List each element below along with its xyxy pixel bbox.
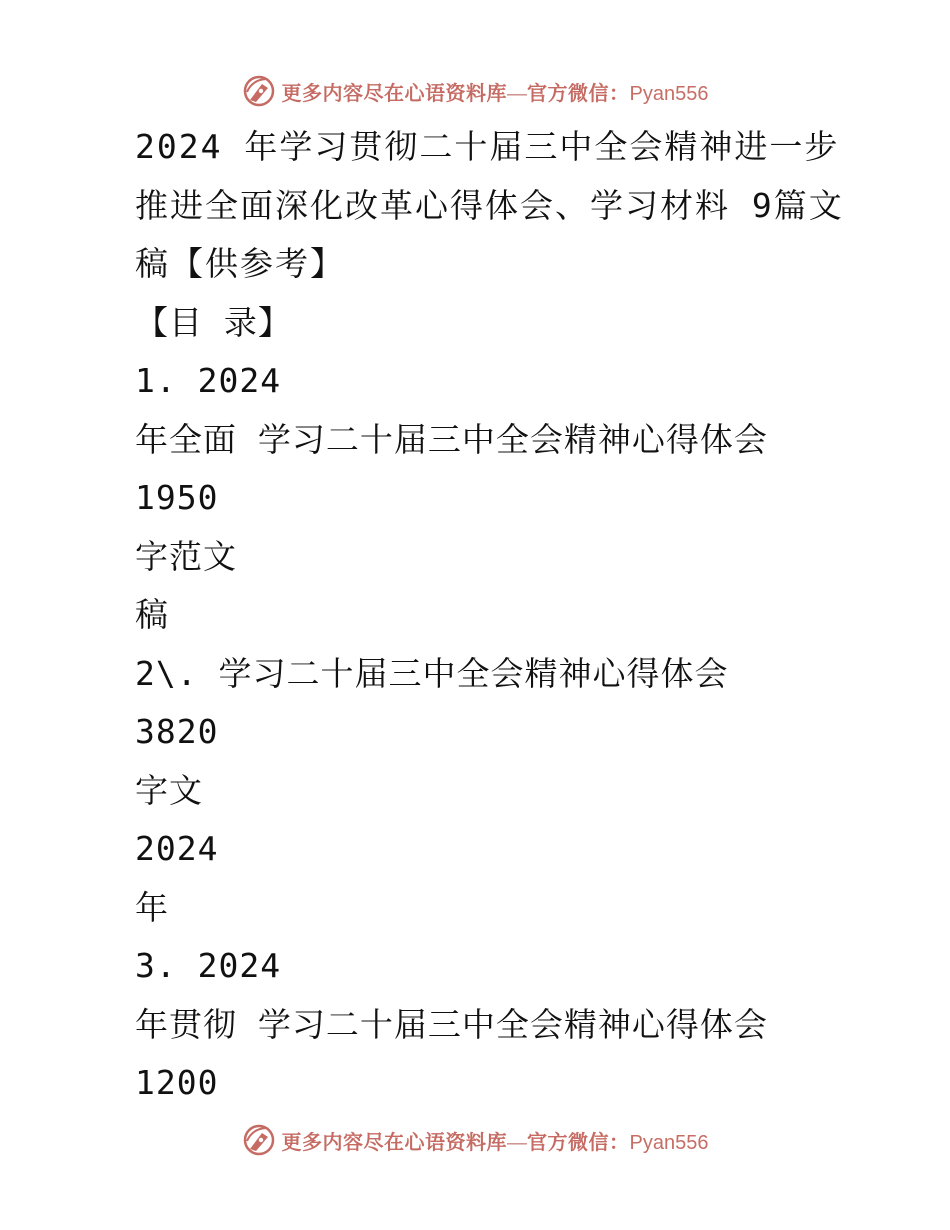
watermark-text <box>282 77 709 106</box>
toc-line: 1. 2024 <box>135 361 282 400</box>
toc-line: 字文 <box>135 770 203 810</box>
toc-line: 3. 2024 <box>135 946 282 985</box>
toc-line: 1200 <box>135 1063 219 1102</box>
toc-line: 1950 <box>135 478 219 517</box>
pen-nib-logo-icon <box>242 1123 276 1157</box>
toc-line: 字范文 <box>135 536 237 576</box>
title-line: 稿【供参考】 <box>135 244 345 283</box>
toc-heading: 【目 录】 <box>135 302 292 342</box>
table-of-contents <box>135 360 835 1121</box>
title-line: 推进全面深化改革心得体会、学习材料 9篇文 <box>135 185 844 225</box>
watermark-cn: 更多内容尽在心语资料库 <box>281 82 508 105</box>
watermark-dash: — <box>507 1131 528 1154</box>
watermark-wechat-id: Pyan556 <box>629 1131 709 1154</box>
document-title <box>135 126 844 302</box>
watermark-cn: 更多内容尽在心语资料库 <box>281 1131 508 1154</box>
watermark-text <box>282 1126 709 1155</box>
watermark-suffix: 官方微信： <box>527 1131 630 1154</box>
toc-line: 年贯彻 学习二十届三中全会精神心得体会 <box>135 1004 768 1044</box>
footer-watermark <box>0 1117 950 1163</box>
watermark-suffix: 官方微信： <box>527 82 630 105</box>
toc-line: 年 <box>135 887 169 927</box>
pen-nib-logo-icon <box>242 74 276 108</box>
watermark-wechat-id: Pyan556 <box>629 82 709 105</box>
toc-line: 年全面 学习二十届三中全会精神心得体会 <box>135 419 768 459</box>
toc-line: 2024 <box>135 829 219 868</box>
document-body <box>135 126 844 1121</box>
header-watermark <box>0 68 950 114</box>
title-line: 2024 年学习贯彻二十届三中全会精神进一步 <box>135 127 840 166</box>
toc-line: 2\. 学习二十届三中全会精神心得体会 <box>135 653 729 693</box>
toc-line: 3820 <box>135 712 219 751</box>
watermark-dash: — <box>507 82 528 105</box>
toc-line: 稿 <box>135 595 169 634</box>
